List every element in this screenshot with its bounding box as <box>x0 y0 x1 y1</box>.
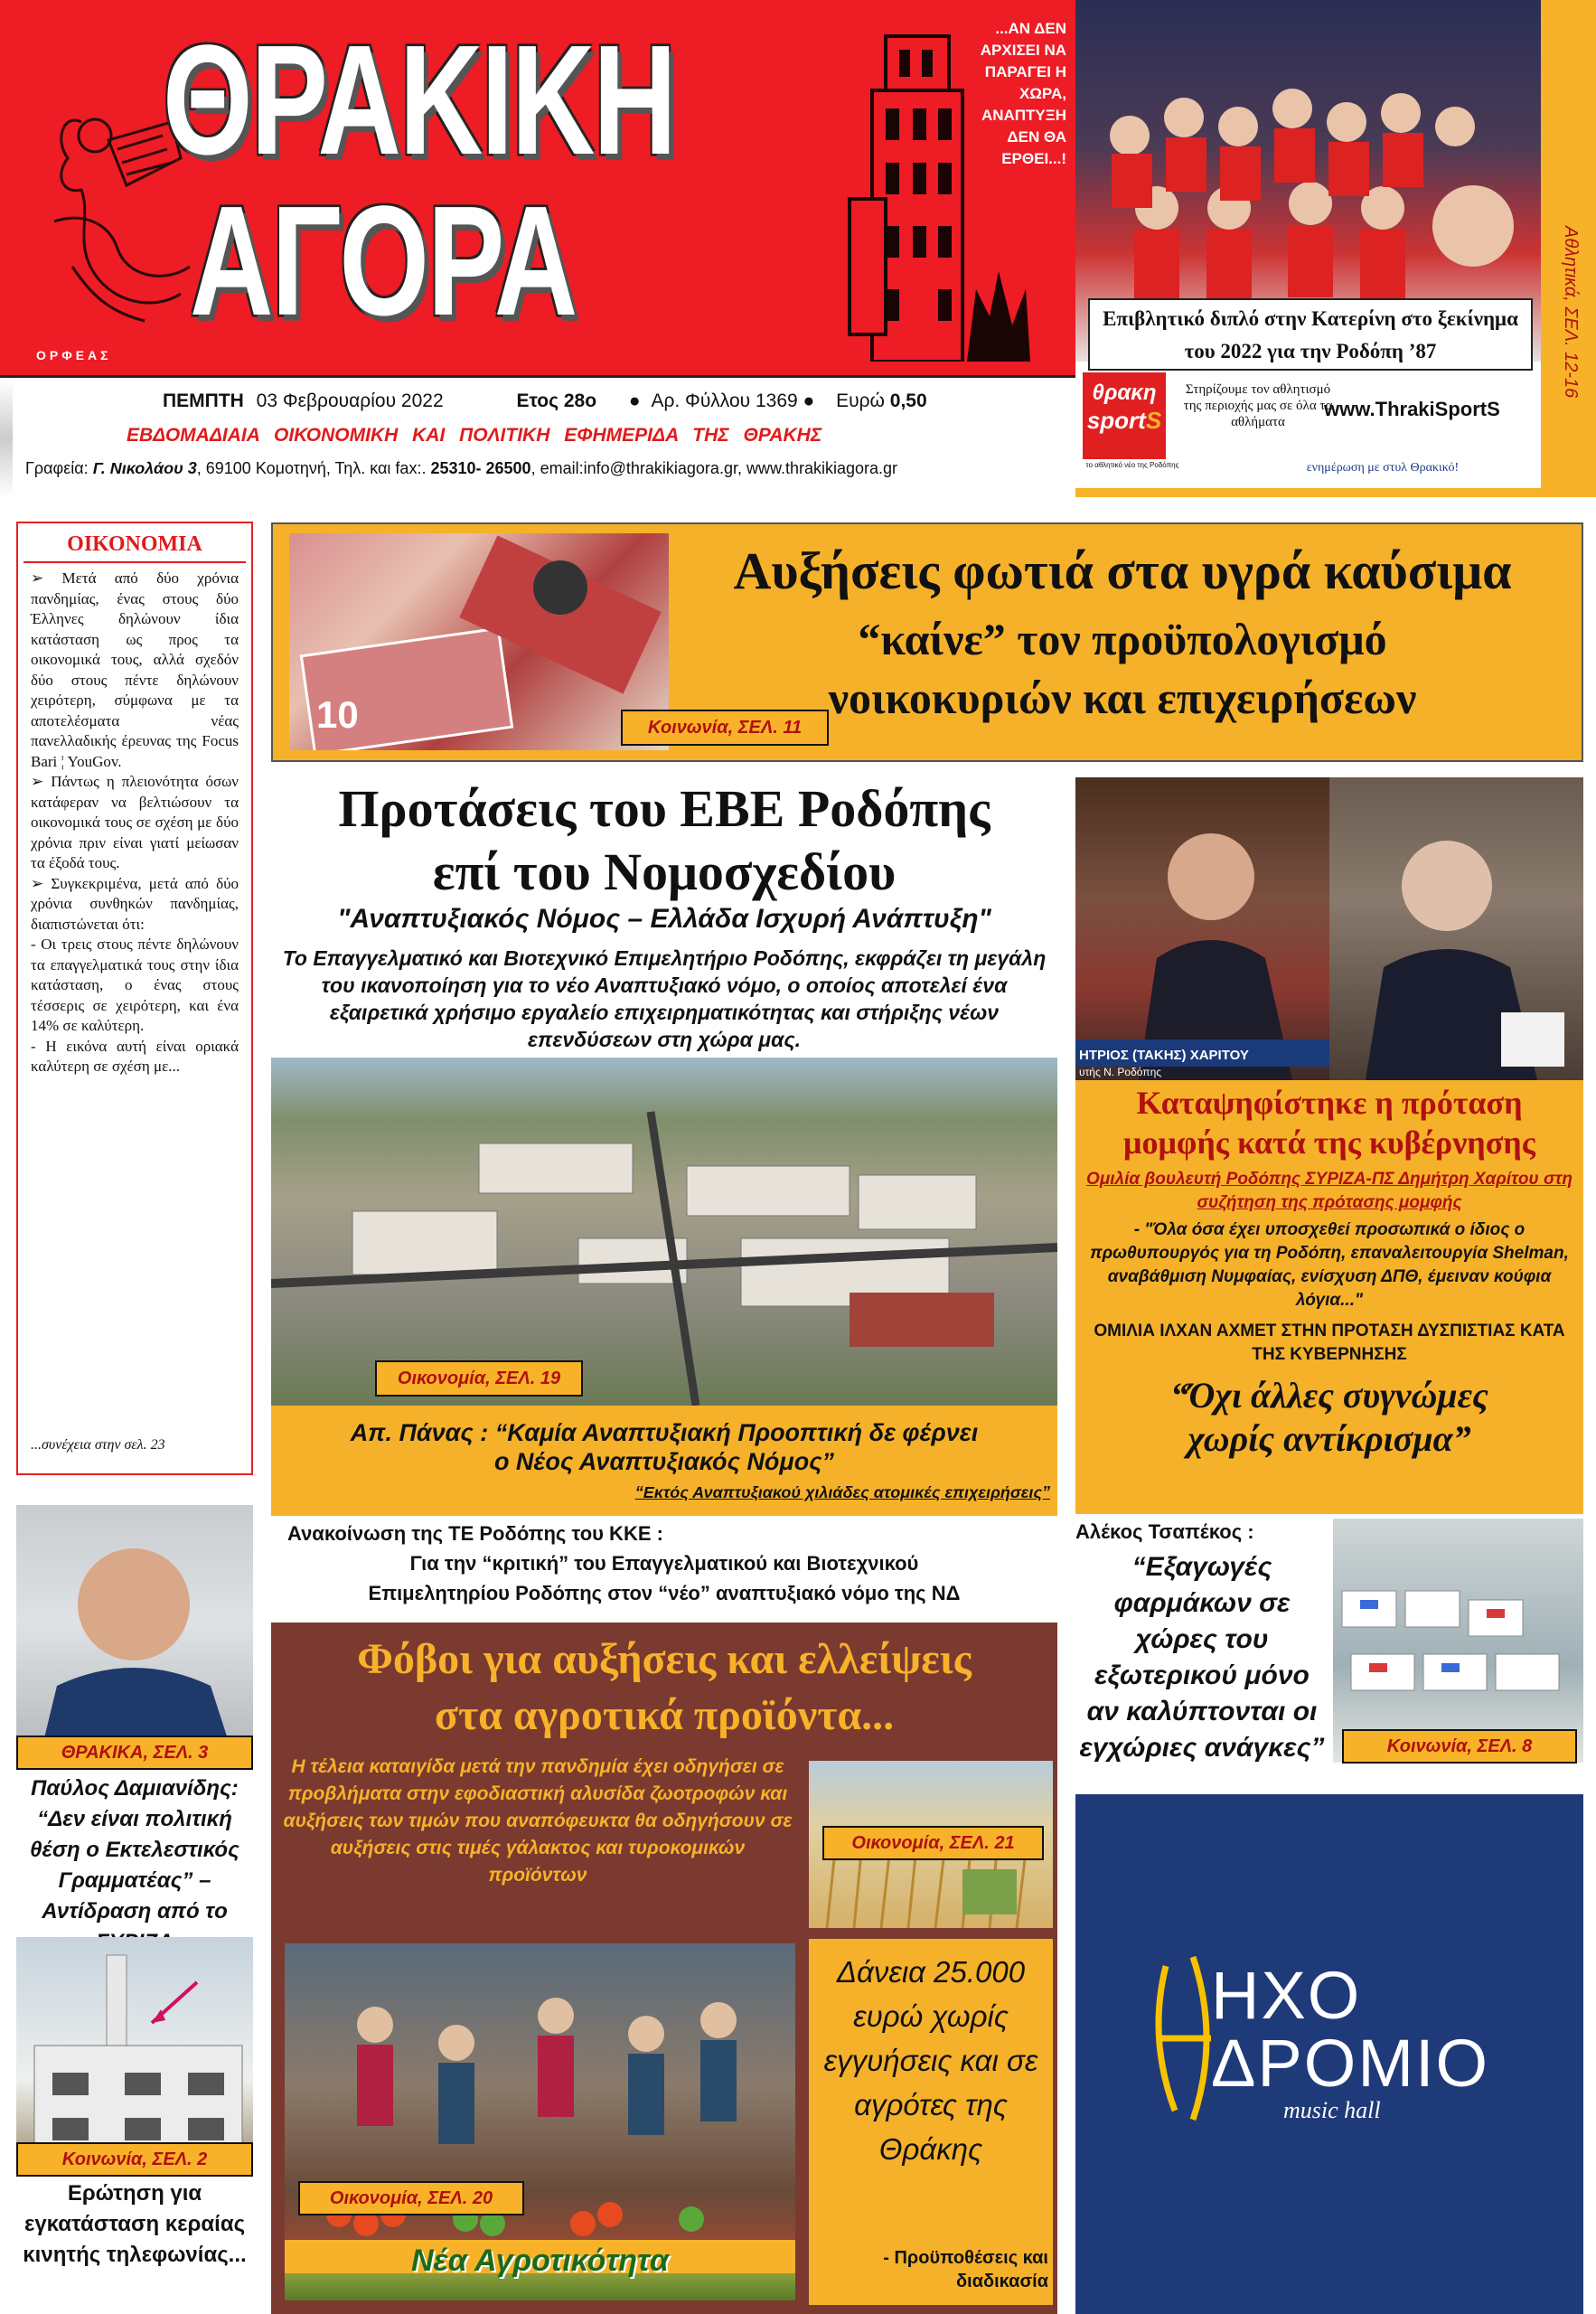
euro-banknotes-photo <box>289 533 669 750</box>
offices-city: , 69100 Κομοτηνή, Τηλ. και fax:. <box>196 459 427 477</box>
agro-box <box>271 1623 1057 2314</box>
panas-line-2: ο Νέος Αναπτυξιακός Νόμος” <box>493 1448 835 1475</box>
parliament-box <box>1075 777 1583 1514</box>
kke-line-2: Για την “κριτική” του Επαγγελματικού και Βιοτεχνικού <box>409 1552 919 1575</box>
hxodromio-line-2: ΔΡΟΜΙΟ <box>1211 2026 1490 2101</box>
ebe-subtitle: "Αναπτυξιακός Νόμος – Ελλάδα Ισχυρή Ανάπτυξη" <box>337 904 991 934</box>
sports-headline: Επιβλητικό διπλό στην Κατερίνη στο ξεκίνημα του 2022 για την Ροδόπη ’87 <box>1088 298 1533 371</box>
ad-logo-word2: sport <box>1086 407 1146 434</box>
agro-title-line-1: Φόβοι για αυξήσεις και ελλείψεις <box>357 1635 972 1683</box>
issue-day: ΠΕΜΠΤΗ <box>163 390 244 411</box>
nea-agrotikotita-logo: Νέα Αγροτικότητα <box>410 2243 670 2278</box>
fuel-headline-3: νοικοκυριών και επιχειρήσεων <box>828 673 1417 723</box>
hxodromio-line-1: ΗΧΟ <box>1211 1958 1362 2033</box>
offices-contact: , email:info@thrakikiagora.gr, www.thrakikiagora.gr <box>530 459 898 477</box>
masthead-info-strip <box>0 375 1075 497</box>
parliament-title-line-1: Καταψηφίστηκε η πρόταση <box>1136 1085 1523 1121</box>
market-section-tag[interactable]: Οικονομία, ΣΕΛ. 20 <box>298 2181 524 2215</box>
nea-agrotikotita-banner <box>285 2240 795 2300</box>
achmet-photo <box>1329 777 1583 1080</box>
thrakisports-logo <box>1083 372 1166 459</box>
economy-continued[interactable]: ...συνέχεια στην σελ. 23 <box>31 1437 165 1453</box>
ebe-lead: Το Επαγγελματικό και Βιοτεχνικό Επιμελητήριο Ροδόπης, εκφράζει τη μεγάλη του ικανοποίηση για το νέο Αναπτυξιακό νόμο, ο οποίος αποτελεί ένα εξαιρετικά χρήσιμο εργαλείο επιχειρηματικότητας και στήριξης νέων επενδύσεων στη χώρα μας. <box>282 946 1047 1051</box>
parliament-subtitle: Ομιλία βουλευτή Ροδόπης ΣΥΡΙΖΑ-ΠΣ Δημήτρη Χαρίτου στη συζήτηση της πρότασης μομφής <box>1086 1170 1573 1212</box>
loans-box <box>809 1939 1053 2305</box>
ad-url[interactable]: www.ThrakiSportS <box>1324 398 1500 420</box>
achmet-headline <box>1075 1374 1583 1461</box>
bullet-icon: ● <box>628 390 641 411</box>
antenna-section-tag[interactable]: Κοινωνία, ΣΕΛ. 2 <box>16 2142 253 2177</box>
wheat-section-tag[interactable]: Οικονομία, ΣΕΛ. 21 <box>822 1826 1044 1860</box>
speaker-illustration <box>1075 777 1329 1080</box>
speaker-banner-sub: υτής Ν. Ροδόπης <box>1079 1066 1162 1078</box>
achmet-headline-1: “Όχι άλλες συγνώμες <box>1170 1375 1488 1416</box>
masthead-title-1: ΘΡΑΚΙΚΗ <box>163 13 675 188</box>
ebe-title-line-2: επί του Νομοσχεδίου <box>432 842 897 901</box>
masthead <box>0 0 1075 375</box>
sports-box <box>1075 0 1596 497</box>
svg-text:10: 10 <box>316 693 359 736</box>
agro-title <box>271 1632 1057 1744</box>
slogan: ...ΑΝ ΔΕΝ ΑΡΧΙΣΕΙ ΝΑ ΠΑΡΑΓΕΙ Η ΧΩΡΑ, ΑΝΑΠΤΥΞΗ ΔΕΝ ΘΑ ΕΡΘΕΙ...! <box>980 20 1066 167</box>
loans-headline: Δάνεια 25.000 ευρώ χωρίς εγγυήσεις και σε αγρότες της Θράκης <box>823 1955 1038 2166</box>
sports-side-tag-text: Αθλητικά, ΣΕΛ. 12-16 <box>1561 226 1581 399</box>
antenna-building-photo <box>16 1937 253 2174</box>
ad-logo-sub: το αθλητικό νέο της Ροδόπης <box>1085 461 1179 469</box>
page-edge <box>0 380 13 497</box>
agro-lead: Η τέλεια καταιγίδα μετά την πανδημία έχει οδηγήσει σε προβλήματα στην εφοδιαστική αλυσίδα ζωοτροφών και αυξήσεις των τιμών που αναπόφευκτα θα οδηγήσουν σε αυξήσεις στις τιμές γάλακτος και τυροκομικών προϊόντων <box>283 1756 793 1886</box>
portrait-illustration <box>16 1505 253 1742</box>
kke-line-3: Επιμελητηρίου Ροδόπης στον “νέο” αναπτυξιακό νόμο της ΝΔ <box>368 1582 961 1604</box>
ad-text: Στηρίζουμε τον αθλητισμό της περιοχής μας σε όλα τα αθλήματα <box>1183 382 1333 429</box>
issue-date: 03 Φεβρουαρίου 2022 <box>256 390 444 411</box>
fuel-banner <box>271 522 1583 762</box>
economy-paragraph-2: ➢ Πάντως η πλειονότητα όσων κατάφεραν να βελτιώσουν τα οικονομικά τους σε σχέση με δύο χρόνια πριν είναι γιατί μείωσαν τα έξοδά τους. <box>31 773 239 871</box>
economy-paragraph-5: - Η εικόνα αυτή είναι οριακά καλύτερη σε σχέση με... <box>31 1037 239 1075</box>
pharma-quote: “Εξαγωγές φαρμάκων σε χώρες του εξωτερικού μόνο αν καλύπτονται οι εγχώριες ανάγκες” <box>1079 1552 1325 1763</box>
panas-subtitle: “Εκτός Αναπτυξιακού χιλιάδες ατομικές επιχειρήσεις” <box>634 1483 1050 1501</box>
pharma-box <box>1075 1519 1583 1781</box>
economy-paragraph-3: ➢ Συγκεκριμένα, μετά από δύο χρόνια συνθηκών πανδημίας, διαπιστώνεται ότι: <box>31 874 239 933</box>
ebe-title <box>271 777 1057 904</box>
achmet-headline-2: χωρίς αντίκρισμα” <box>1188 1418 1471 1459</box>
bullet-icon: ● <box>803 390 815 411</box>
antenna-illustration <box>16 1937 253 2174</box>
ebe-section-tag[interactable]: Οικονομία, ΣΕΛ. 19 <box>375 1360 583 1397</box>
industrial-area-illustration <box>271 1058 1057 1406</box>
offices-address: Γ. Νικολάου 3 <box>92 459 197 477</box>
industrial-area-photo <box>271 1058 1057 1406</box>
fuel-headline-2: “καίνε” τον προϋπολογισμό <box>858 614 1387 664</box>
antenna-headline: Ερώτηση για εγκατάσταση κεραίας κινητής τηλεφωνίας... <box>23 2181 247 2267</box>
parliament-title-line-2: μομφής κατά της κυβέρνησης <box>1123 1124 1535 1161</box>
pharmacy-illustration <box>1333 1519 1583 1763</box>
speaker-banner-text: ΗΤΡΙΟΣ (ΤΑΚΗΣ) ΧΑΡΙΤΟΥ <box>1079 1048 1249 1063</box>
speaker-illustration-2 <box>1329 777 1583 1080</box>
offices-prefix: Γραφεία: <box>25 459 89 477</box>
kke-line-1: Ανακοίνωση της ΤΕ Ροδόπης του ΚΚΕ : <box>287 1522 663 1545</box>
economy-paragraph-4: - Οι τρεις στους πέντε δηλώνουν τα επαγγελματικά τους στην ίδια κατάσταση, ο ένας στους τέσσερις σε χειρότερη, και ένα 14% σε καλύτερη. <box>31 936 239 1034</box>
parliament-quote: - "Όλα όσα έχει υποσχεθεί προσωπικά ο ίδιος ο πρωθυπουργός για τη Ροδόπη, επαναλειτουργία Shelman, αναβάθμιση Νυμφαίας, ενίσχυση ΔΠΘ, έμειναν κούφια λόγια..." <box>1090 1220 1569 1310</box>
loans-subtitle: - Προϋποθέσεις και διαδικασία <box>883 2248 1048 2291</box>
tagline: ΕΒΔΟΜΑΔΙΑΙΑ ΟΙΚΟΝΟΜΙΚΗ ΚΑΙ ΠΟΛΙΤΙΚΗ ΕΦΗΜΕΡΙΔΑ ΤΗΣ ΘΡΑΚΗΣ <box>127 425 822 446</box>
hxodromio-script: music hall <box>1283 2097 1381 2123</box>
kke-box <box>271 1519 1057 1618</box>
fuel-headline-1: Αυξήσεις φωτιά στα υγρά καύσιμα <box>733 541 1512 600</box>
banknotes-illustration <box>289 533 669 750</box>
panas-line-1: Απ. Πάνας : “Καμία Αναπτυξιακή Προοπτική δε φέρνει <box>350 1419 979 1446</box>
sports-ad <box>1075 362 1541 488</box>
economy-column <box>16 522 253 1475</box>
ad-footer: ενημέρωση με στυλ Θρακικό! <box>1306 461 1460 475</box>
sports-side-tag <box>1541 226 1593 479</box>
economy-paragraph-1: ➢ Μετά από δύο χρόνια πανδημίας, ένας στους δύο Έλληνες δηλώνουν ίδια κατάσταση ως προς τα οικονομικά τους, αλλά σχεδόν δύο στους πέντε δηλώνουν χειρότερη, σύμφωνα με τα αποτελέσματα νέας πανελλαδικής έρευνας της Focus Bari ¦ YouGov. <box>31 569 239 770</box>
offices-phone: 25310- 26500 <box>430 459 531 477</box>
pharma-section-tag[interactable]: Κοινωνία, ΣΕΛ. 8 <box>1342 1729 1577 1764</box>
parliament-title <box>1075 1083 1583 1162</box>
damianidis-photo <box>16 1505 253 1742</box>
ad-logo-word1: θρακη <box>1092 381 1157 405</box>
logo-caption: ΟΡΦΕΑΣ <box>36 348 112 362</box>
price-label: Ευρώ <box>836 390 885 411</box>
panas-box <box>271 1406 1057 1516</box>
damianidis-headline: Παύλος Δαμιανίδης: “Δεν είναι πολιτική θέση ο Εκτελεστικός Γραμματέας” – Αντίδραση από το <box>30 1776 239 1924</box>
issue-number: Αρ. Φύλλου 1369 <box>651 390 798 411</box>
charitou-photo <box>1075 777 1329 1080</box>
pharma-speaker: Αλέκος Τσαπέκος : <box>1075 1520 1254 1543</box>
issue-year: Ετος 28ο <box>516 390 597 411</box>
pharmacy-shelves-photo <box>1333 1519 1583 1763</box>
offices-line <box>25 459 897 478</box>
ebe-title-line-1: Προτάσεις του ΕΒΕ Ροδόπης <box>338 779 990 838</box>
ad-logo-word3: S <box>1145 407 1162 434</box>
fuel-section-tag[interactable]: Κοινωνία, ΣΕΛ. 11 <box>621 710 829 746</box>
masthead-title-2: ΑΓΟΡΑ <box>190 174 577 349</box>
panas-quote <box>271 1406 1057 1476</box>
economy-header: ΟΙΚΟΝΟΜΙΑ <box>23 523 246 563</box>
damianidis-section-tag[interactable]: ΘΡΑΚΙΚΑ, ΣΕΛ. 3 <box>16 1736 253 1770</box>
hxodromio-ad[interactable] <box>1075 1794 1583 2314</box>
achmet-speech-caps: ΟΜΙΛΙΑ ΙΛΧΑΝ ΑΧΜΕΤ ΣΤΗΝ ΠΡΟΤΑΣΗ ΔΥΣΠΙΣΤΙΑΣ ΚΑΤΑ ΤΗΣ ΚΥΒΕΡΝΗΣΗΣ <box>1094 1322 1565 1364</box>
price-value: 0,50 <box>889 390 927 411</box>
agro-title-line-2: στα αγροτικά προϊόντα... <box>434 1691 895 1739</box>
issue-line <box>163 390 1066 412</box>
